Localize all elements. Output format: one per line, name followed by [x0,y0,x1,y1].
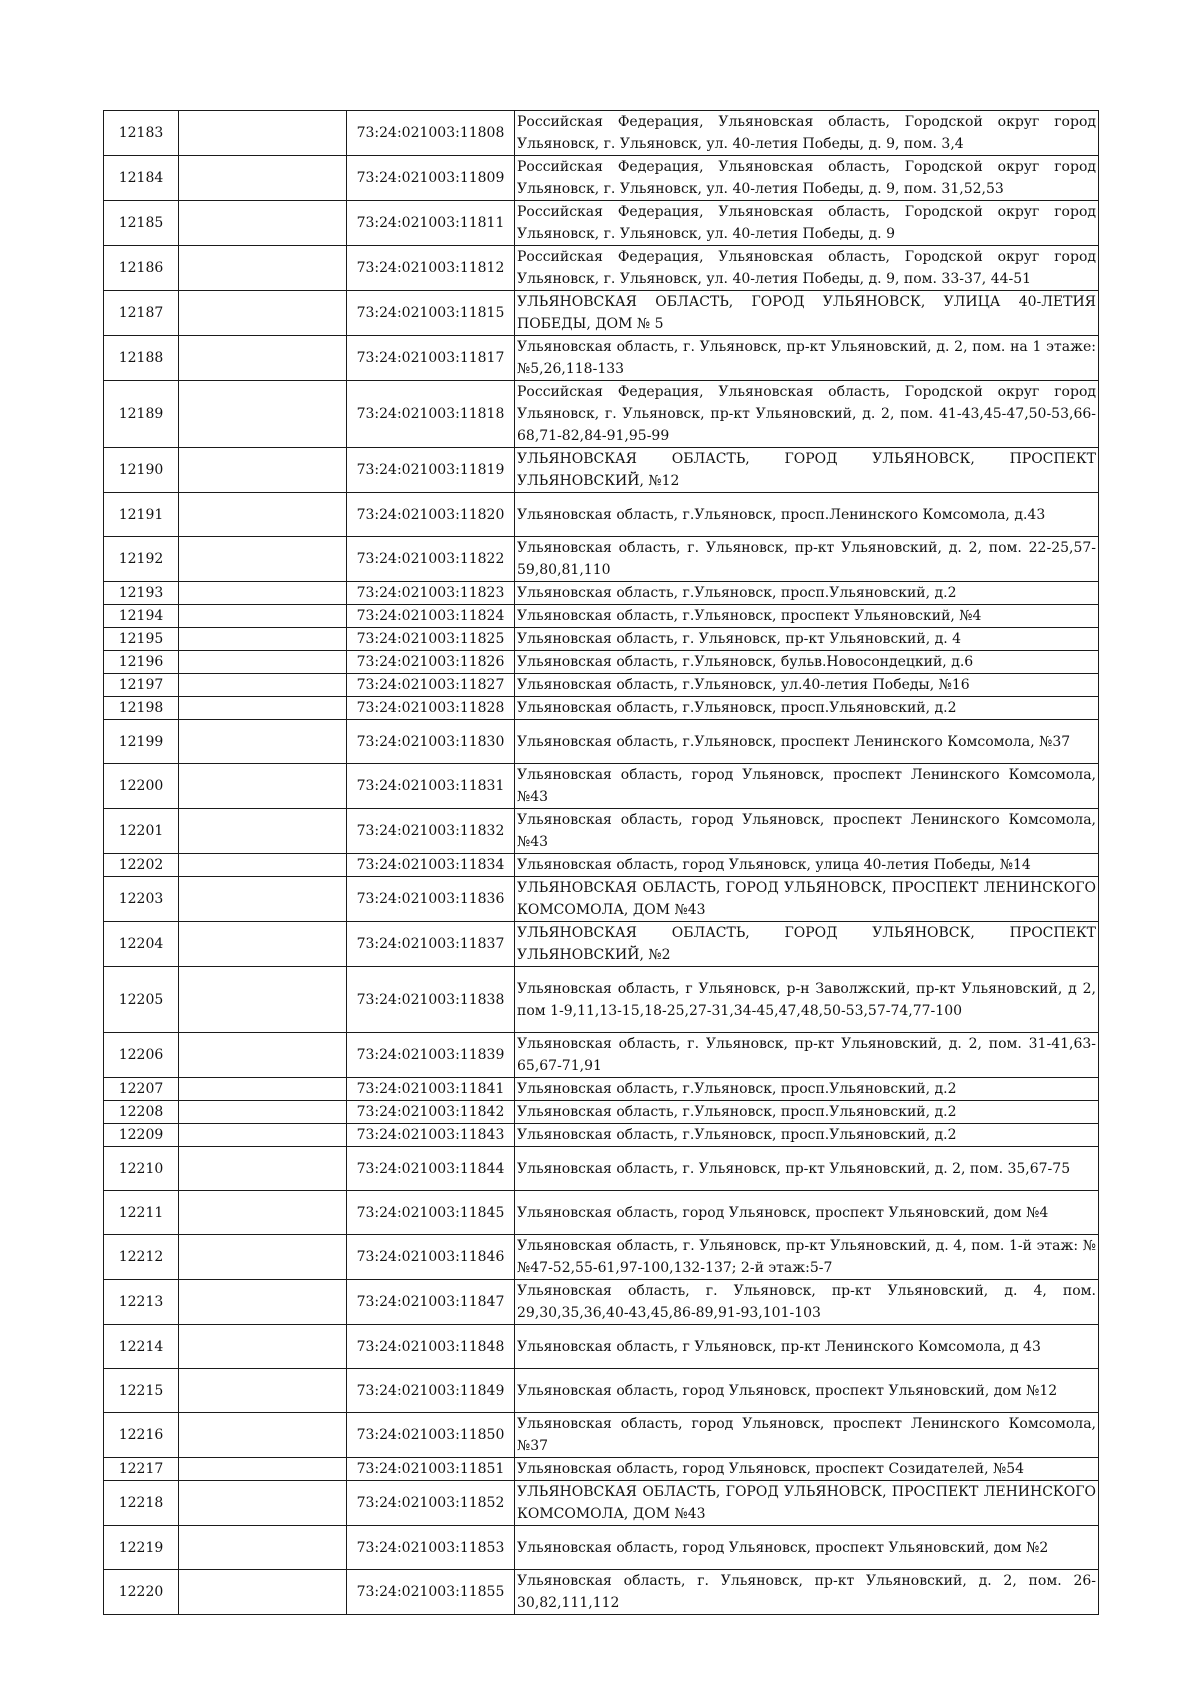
registry-table [103,110,1099,1615]
cadastral-number: 73:24:021003:11848 [347,1325,515,1369]
row-number: 12205 [104,967,179,1033]
row-number: 12198 [104,697,179,720]
row-number: 12202 [104,854,179,877]
address: Ульяновская область, г.Ульяновск, проспект Ленинского Комсомола, №37 [515,720,1099,764]
cadastral-number: 73:24:021003:11838 [347,967,515,1033]
empty-cell [179,764,347,809]
empty-cell [179,809,347,854]
cadastral-number: 73:24:021003:11828 [347,697,515,720]
cadastral-number: 73:24:021003:11830 [347,720,515,764]
empty-cell [179,246,347,291]
address: Ульяновская область, город Ульяновск, проспект Ленинского Комсомола, №43 [515,764,1099,809]
row-number: 12193 [104,582,179,605]
address: Ульяновская область, г.Ульяновск, бульв.Новосондецкий, д.6 [515,651,1099,674]
cadastral-number: 73:24:021003:11823 [347,582,515,605]
empty-cell [179,1235,347,1280]
address: Ульяновская область, г.Ульяновск, просп.Ульяновский, д.2 [515,1078,1099,1101]
empty-cell [179,111,347,156]
address: Ульяновская область, город Ульяновск, проспект Ульяновский, дом №4 [515,1191,1099,1235]
empty-cell [179,1526,347,1570]
table-row [104,336,1099,381]
cadastral-number: 73:24:021003:11834 [347,854,515,877]
table-row [104,448,1099,493]
row-number: 12189 [104,381,179,448]
table-row [104,605,1099,628]
table-row [104,1235,1099,1280]
address: Ульяновская область, город Ульяновск, проспект Ленинского Комсомола, №37 [515,1413,1099,1458]
table-row [104,1481,1099,1526]
row-number: 12191 [104,493,179,537]
empty-cell [179,651,347,674]
address: Ульяновская область, г.Ульяновск, проспект Ульяновский, №4 [515,605,1099,628]
row-number: 12203 [104,877,179,922]
table-row [104,628,1099,651]
empty-cell [179,628,347,651]
row-number: 12197 [104,674,179,697]
cadastral-number: 73:24:021003:11850 [347,1413,515,1458]
table-row [104,1124,1099,1147]
empty-cell [179,1124,347,1147]
address: Ульяновская область, город Ульяновск, проспект Ульяновский, дом №12 [515,1369,1099,1413]
row-number: 12211 [104,1191,179,1235]
cadastral-number: 73:24:021003:11851 [347,1458,515,1481]
empty-cell [179,854,347,877]
row-number: 12220 [104,1570,179,1615]
row-number: 12219 [104,1526,179,1570]
empty-cell [179,537,347,582]
row-number: 12209 [104,1124,179,1147]
empty-cell [179,1570,347,1615]
address: Ульяновская область, г. Ульяновск, пр-кт Ульяновский, д. 4, пом. 29,30,35,36,40-43,45,86-89,91-93,101-103 [515,1280,1099,1325]
empty-cell [179,967,347,1033]
cadastral-number: 73:24:021003:11844 [347,1147,515,1191]
table-row [104,156,1099,201]
row-number: 12215 [104,1369,179,1413]
empty-cell [179,1033,347,1078]
table-row [104,291,1099,336]
empty-cell [179,674,347,697]
empty-cell [179,201,347,246]
empty-cell [179,1280,347,1325]
row-number: 12194 [104,605,179,628]
table-row [104,381,1099,448]
cadastral-number: 73:24:021003:11855 [347,1570,515,1615]
empty-cell [179,582,347,605]
table-row [104,493,1099,537]
cadastral-number: 73:24:021003:11847 [347,1280,515,1325]
cadastral-number: 73:24:021003:11836 [347,877,515,922]
table-row [104,1147,1099,1191]
address: УЛЬЯНОВСКАЯ ОБЛАСТЬ, ГОРОД УЛЬЯНОВСК, УЛИЦА 40-ЛЕТИЯ ПОБЕДЫ, ДОМ № 5 [515,291,1099,336]
row-number: 12190 [104,448,179,493]
empty-cell [179,720,347,764]
empty-cell [179,877,347,922]
table-row [104,922,1099,967]
cadastral-number: 73:24:021003:11809 [347,156,515,201]
row-number: 12214 [104,1325,179,1369]
table-row [104,1458,1099,1481]
address: УЛЬЯНОВСКАЯ ОБЛАСТЬ, ГОРОД УЛЬЯНОВСК, ПРОСПЕКТ ЛЕНИНСКОГО КОМСОМОЛА, ДОМ №43 [515,877,1099,922]
row-number: 12217 [104,1458,179,1481]
address: Ульяновская область, г.Ульяновск, просп.Ленинского Комсомола, д.43 [515,493,1099,537]
cadastral-number: 73:24:021003:11853 [347,1526,515,1570]
address: Ульяновская область, город Ульяновск, улица 40-летия Победы, №14 [515,854,1099,877]
address: УЛЬЯНОВСКАЯ ОБЛАСТЬ, ГОРОД УЛЬЯНОВСК, ПРОСПЕКТ УЛЬЯНОВСКИЙ, №12 [515,448,1099,493]
cadastral-number: 73:24:021003:11811 [347,201,515,246]
empty-cell [179,156,347,201]
table-row [104,764,1099,809]
cadastral-number: 73:24:021003:11819 [347,448,515,493]
empty-cell [179,1147,347,1191]
table-row [104,720,1099,764]
table-row [104,111,1099,156]
table-row [104,651,1099,674]
table-row [104,697,1099,720]
address: Российская Федерация, Ульяновская область, Городской округ город Ульяновск, г. Ульяновск, ул. 40-летия Победы, д. 9, пом. 3,4 [515,111,1099,156]
row-number: 12195 [104,628,179,651]
row-number: 12200 [104,764,179,809]
table-row [104,1191,1099,1235]
empty-cell [179,493,347,537]
address: Ульяновская область, г.Ульяновск, просп.Ульяновский, д.2 [515,697,1099,720]
address: Ульяновская область, г.Ульяновск, просп.Ульяновский, д.2 [515,1101,1099,1124]
cadastral-number: 73:24:021003:11837 [347,922,515,967]
cadastral-number: 73:24:021003:11808 [347,111,515,156]
empty-cell [179,1413,347,1458]
cadastral-number: 73:24:021003:11820 [347,493,515,537]
table-row [104,1033,1099,1078]
table-row [104,854,1099,877]
address: Ульяновская область, город Ульяновск, проспект Созидателей, №54 [515,1458,1099,1481]
empty-cell [179,1458,347,1481]
cadastral-number: 73:24:021003:11825 [347,628,515,651]
address: Российская Федерация, Ульяновская область, Городской округ город Ульяновск, г. Ульяновск, ул. 40-летия Победы, д. 9, пом. 31,52,53 [515,156,1099,201]
row-number: 12196 [104,651,179,674]
cadastral-number: 73:24:021003:11839 [347,1033,515,1078]
cadastral-number: 73:24:021003:11849 [347,1369,515,1413]
empty-cell [179,1369,347,1413]
table-row [104,1526,1099,1570]
table-row [104,967,1099,1033]
empty-cell [179,605,347,628]
table-row [104,1101,1099,1124]
empty-cell [179,1101,347,1124]
address: Ульяновская область, г.Ульяновск, ул.40-летия Победы, №16 [515,674,1099,697]
cadastral-number: 73:24:021003:11827 [347,674,515,697]
cadastral-number: 73:24:021003:11824 [347,605,515,628]
row-number: 12204 [104,922,179,967]
address: Ульяновская область, г. Ульяновск, пр-кт Ульяновский, д. 2, пом. 35,67-75 [515,1147,1099,1191]
cadastral-number: 73:24:021003:11818 [347,381,515,448]
table-row [104,1570,1099,1615]
row-number: 12188 [104,336,179,381]
table-row [104,246,1099,291]
row-number: 12186 [104,246,179,291]
cadastral-number: 73:24:021003:11841 [347,1078,515,1101]
address: Ульяновская область, г. Ульяновск, пр-кт Ульяновский, д. 4 [515,628,1099,651]
row-number: 12213 [104,1280,179,1325]
table-row [104,674,1099,697]
address: Ульяновская область, г. Ульяновск, пр-кт Ульяновский, д. 2, пом. 26-30,82,111,112 [515,1570,1099,1615]
address: Ульяновская область, г.Ульяновск, просп.Ульяновский, д.2 [515,582,1099,605]
cadastral-number: 73:24:021003:11846 [347,1235,515,1280]
address: Ульяновская область, г. Ульяновск, пр-кт Ульяновский, д. 2, пом. на 1 этаже: №5,26,118-133 [515,336,1099,381]
row-number: 12201 [104,809,179,854]
address: Ульяновская область, г. Ульяновск, пр-кт Ульяновский, д. 2, пом. 31-41,63-65,67-71,91 [515,1033,1099,1078]
address: Ульяновская область, город Ульяновск, проспект Ульяновский, дом №2 [515,1526,1099,1570]
row-number: 12218 [104,1481,179,1526]
table-row [104,1413,1099,1458]
table-row [104,1280,1099,1325]
address: Ульяновская область, город Ульяновск, проспект Ленинского Комсомола, №43 [515,809,1099,854]
empty-cell [179,336,347,381]
empty-cell [179,291,347,336]
row-number: 12199 [104,720,179,764]
registry-table-body [104,111,1099,1615]
table-row [104,201,1099,246]
table-row [104,809,1099,854]
table-row [104,537,1099,582]
row-number: 12187 [104,291,179,336]
row-number: 12212 [104,1235,179,1280]
cadastral-number: 73:24:021003:11832 [347,809,515,854]
cadastral-number: 73:24:021003:11815 [347,291,515,336]
address: Ульяновская область, г Ульяновск, р-н Заволжский, пр-кт Ульяновский, д 2, пом 1-9,11,13-15,18-25,27-31,34-45,47,48,50-53,57-74,77-100 [515,967,1099,1033]
address: Ульяновская область, г.Ульяновск, просп.Ульяновский, д.2 [515,1124,1099,1147]
empty-cell [179,922,347,967]
address: УЛЬЯНОВСКАЯ ОБЛАСТЬ, ГОРОД УЛЬЯНОВСК, ПРОСПЕКТ ЛЕНИНСКОГО КОМСОМОЛА, ДОМ №43 [515,1481,1099,1526]
empty-cell [179,448,347,493]
row-number: 12192 [104,537,179,582]
row-number: 12210 [104,1147,179,1191]
address: Ульяновская область, г. Ульяновск, пр-кт Ульяновский, д. 4, пом. 1-й этаж: №№47-52,55-61,97-100,132-137; 2-й этаж:5-7 [515,1235,1099,1280]
empty-cell [179,1481,347,1526]
cadastral-number: 73:24:021003:11826 [347,651,515,674]
address: Ульяновская область, г Ульяновск, пр-кт Ленинского Комсомола, д 43 [515,1325,1099,1369]
row-number: 12183 [104,111,179,156]
cadastral-number: 73:24:021003:11852 [347,1481,515,1526]
address: Российская Федерация, Ульяновская область, Городской округ город Ульяновск, г. Ульяновск, ул. 40-летия Победы, д. 9, пом. 33-37, 44-51 [515,246,1099,291]
empty-cell [179,381,347,448]
row-number: 12207 [104,1078,179,1101]
cadastral-number: 73:24:021003:11817 [347,336,515,381]
empty-cell [179,1078,347,1101]
empty-cell [179,697,347,720]
cadastral-number: 73:24:021003:11822 [347,537,515,582]
table-row [104,582,1099,605]
row-number: 12208 [104,1101,179,1124]
table-row [104,1078,1099,1101]
row-number: 12185 [104,201,179,246]
address: Российская Федерация, Ульяновская область, Городской округ город Ульяновск, г. Ульяновск, ул. 40-летия Победы, д. 9 [515,201,1099,246]
cadastral-number: 73:24:021003:11843 [347,1124,515,1147]
empty-cell [179,1325,347,1369]
cadastral-number: 73:24:021003:11842 [347,1101,515,1124]
row-number: 12184 [104,156,179,201]
address: Ульяновская область, г. Ульяновск, пр-кт Ульяновский, д. 2, пом. 22-25,57-59,80,81,110 [515,537,1099,582]
table-row [104,1325,1099,1369]
table-row [104,1369,1099,1413]
cadastral-number: 73:24:021003:11831 [347,764,515,809]
row-number: 12216 [104,1413,179,1458]
address: УЛЬЯНОВСКАЯ ОБЛАСТЬ, ГОРОД УЛЬЯНОВСК, ПРОСПЕКТ УЛЬЯНОВСКИЙ, №2 [515,922,1099,967]
table-row [104,877,1099,922]
row-number: 12206 [104,1033,179,1078]
cadastral-number: 73:24:021003:11845 [347,1191,515,1235]
address: Российская Федерация, Ульяновская область, Городской округ город Ульяновск, г. Ульяновск, пр-кт Ульяновский, д. 2, пом. 41-43,45-47,50-53,66-68,71-82,84-91,95-99 [515,381,1099,448]
cadastral-number: 73:24:021003:11812 [347,246,515,291]
empty-cell [179,1191,347,1235]
